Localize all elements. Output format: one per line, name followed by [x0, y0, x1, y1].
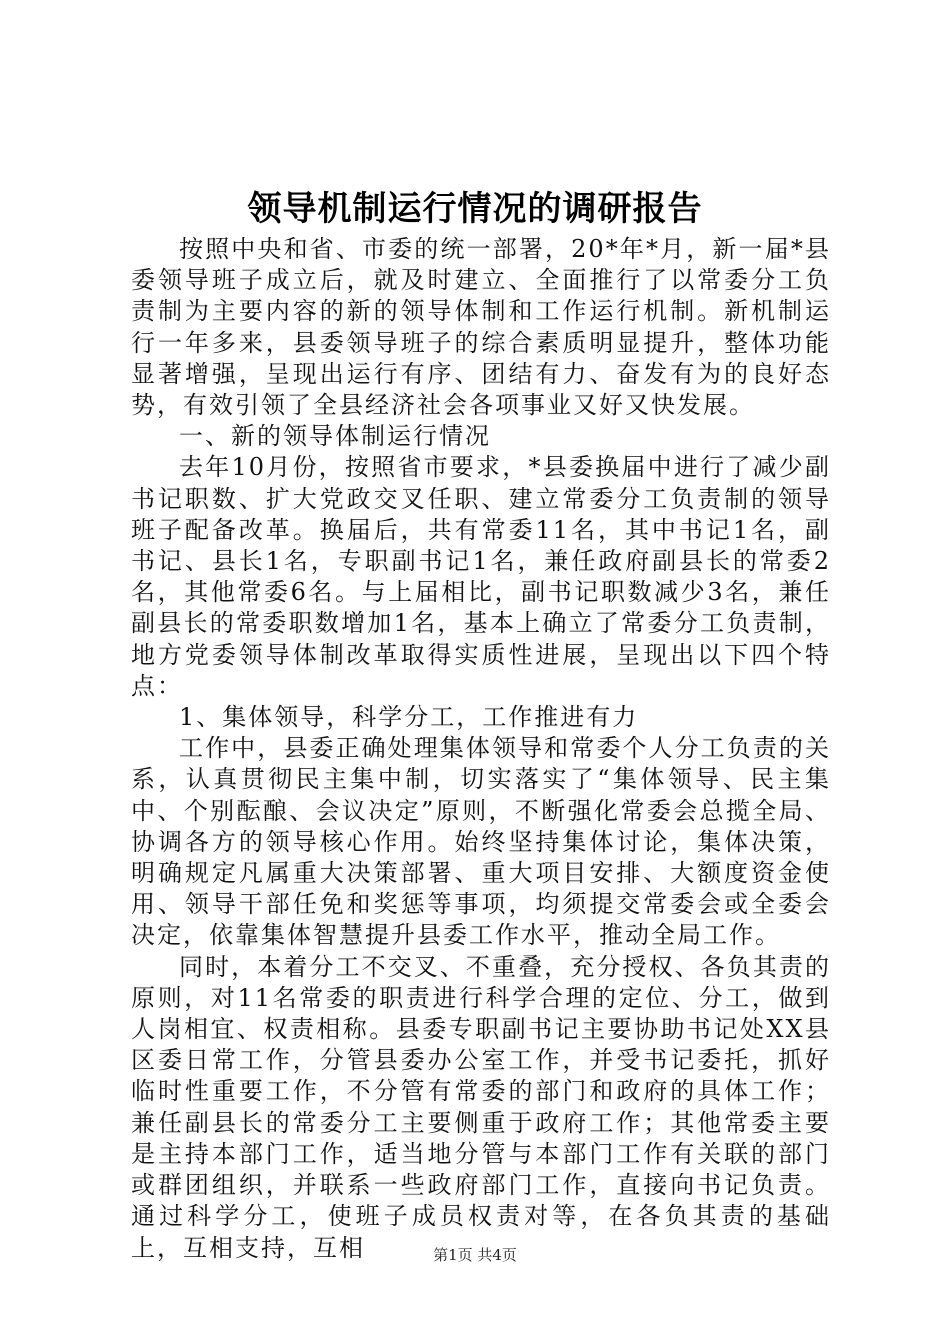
paragraph-section-1: 去年10月份，按照省市要求，*县委换届中进行了减少副书记职数、扩大党政交叉任职、建立常委分工负责制的领导班子配备改革。换届后，共有常委11名，其中书记1名，副书记、县长1名，专职副书记1名，兼任政府副县长的常委2名，其他常委6名。与上届相比，副书记职数减少3名，兼任副县长的常委职数增加1名，基本上确立了常委分工负责制，地方党委领导体制改革取得实质性进展，呈现出以下四个特点： — [131, 453, 831, 700]
section-heading-1: 一、新的领导体制运行情况 — [179, 422, 491, 451]
paragraph-intro: 按照中央和省、市委的统一部署，20*年*月，新一届*县委领导班子成立后，就及时建立、全面推行了以常委分工负责制为主要内容的新的领导体制和工作运行机制。新机制运行一年多来，县委领导班子的综合素质明显提升，整体功能显著增强，呈现出运行有序、团结有力、奋发有为的良好态势，有效引领了全县经济社会各项事业又好又快发展。 — [131, 235, 831, 420]
document-title: 领导机制运行情况的调研报告 — [247, 189, 703, 229]
document-body — [131, 234, 831, 1264]
paragraph-division-of-work: 同时，本着分工不交叉、不重叠，充分授权、各负其责的原则，对11名常委的职责进行科学合理的定位、分工，做到人岗相宜、权责相称。县委专职副书记主要协助书记处XX县区委日常工作，分管县委办公室工作，并受书记委托，抓好临时性重要工作，不分管有常委的部门和政府的具体工作；兼任副县长的常委分工主要侧重于政府工作；其他常委主要是主持本部门工作，适当地分管与本部门工作有关联的部门或群团组织，并联系一些政府部门工作，直接向书记负责。通过科学分工，使班子成员权责对等，在各负其责的基础上，互相支持，互相 — [131, 952, 831, 1262]
paragraph-collective-leadership: 工作中，县委正确处理集体领导和常委个人分工负责的关系，认真贯彻民主集中制，切实落实了“集体领导、民主集中、个别酝酿、会议决定”原则，不断强化常委会总揽全局、协调各方的领导核心作用。始终坚持集体讨论，集体决策，明确规定凡属重大决策部署、重大项目安排、大额度资金使用、领导干部任免和奖惩等事项，均须提交常委会或全委会决定，依靠集体智慧提升县委工作水平，推动全局工作。 — [131, 734, 831, 950]
page-number: 第1页 共4页 — [433, 1246, 517, 1264]
subsection-heading-1: 1、集体领导，科学分工，工作推进有力 — [179, 703, 639, 732]
